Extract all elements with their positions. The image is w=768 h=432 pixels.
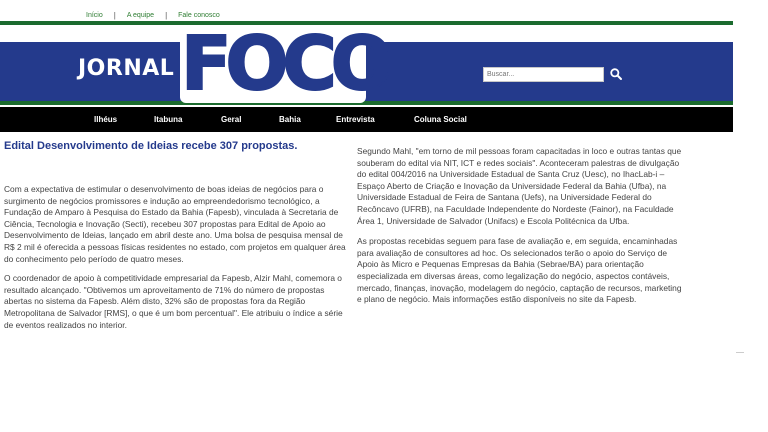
article-paragraph: As propostas recebidas seguem para fase de avaliação e, em seguida, encaminhadas para avaliação de consultores ad hoc. Os selecionados terão o apoio do Serviço de Apoio às Micro e Pequenas Empresas da Bahia (Sebrae/BA) para orientação especializada em diversas áreas, como legalização do negócio, aspectos contáveis, mercado, finanças, inovação, modelagem do negócio, captação de recursos, marketing e plano de negócio. Mais informações estão disponíveis no site da Fapesb. (357, 236, 682, 305)
nav-item-entrevista[interactable]: Entrevista (336, 115, 375, 124)
sidebar-divider (736, 352, 744, 353)
topnav-link-contato[interactable]: Fale conosco (178, 11, 220, 19)
search-icon[interactable] (609, 67, 623, 81)
main-nav (0, 107, 733, 132)
topnav-separator: | (113, 10, 116, 20)
article-column-right (357, 146, 685, 315)
logo-jornal-text[interactable]: JORNAL (78, 56, 175, 81)
article-paragraph: Com a expectativa de estimular o desenvolvimento de boas ideias de negócios para o surgimento de negócios promissores e indução ao empreendedorismo tecnológico, a Fundação de Amparo à Pesquisa do Estado da Bahia (Fapesb), vinculada à Secretaria de Ciência, Tecnologia e Inovação (Secti), recebeu 307 propostas para Edital de Apoio ao Desenvolvimento de Ideias, lançado em abril deste ano. Uma bolsa de pesquisa mensal de R$ 2 mil é oferecida a pessoas físicas residentes no estado, com projetos em qualquer área do conhecimento pelo período de quatro meses. (4, 184, 346, 264)
nav-item-bahia[interactable]: Bahia (279, 115, 301, 124)
logo-foco-text[interactable]: FOCO (181, 21, 388, 107)
nav-item-geral[interactable]: Geral (221, 115, 242, 124)
search-input[interactable] (483, 67, 604, 82)
topnav-link-equipe[interactable]: A equipe (126, 11, 155, 19)
nav-item-ilheus[interactable]: Ilhéus (94, 115, 118, 124)
topnav-link-inicio[interactable]: Início (86, 11, 103, 19)
article-paragraph: Segundo Mahl, "em torno de mil pessoas foram capacitadas in loco e outras tantas que souberam do edital via NIT, ICT e redes sociais". Aconteceram palestras de divulgação do edital 004/2016 na Universidade Estadual de Santa Cruz (Uesc), no IhacLab-i – Espaço Aberto de Criação e Inovação da Universidade Federal da Bahia (Ufba), na Universidade Estadual de Feira de Santana (Uefs), na Universidade Federal do Recôncavo (UFRB), na Faculdade Independente do Nordeste (Fainor), na Faculdade Área 1, Universidade de Salvador (Unifacs) e Escola Politécnica da Ufba. (357, 146, 682, 226)
topnav-separator: | (165, 10, 168, 20)
article-column-left (4, 184, 352, 337)
article-paragraph: O coordenador de apoio à competitividade empresarial da Fapesb, Alzir Mahl, comemora o resultado alcançado. "Obtivemos um aproveitamento de 71% do número de propostas abertas no sistema da Fapesb. Além disto, 32% são de propostas fora da Região Metropolitana de Salvador [RMS], o que é um bom percentual". Ele atribuiu o índice a série de eventos realizados no interior. (4, 273, 343, 330)
article-title: Edital Desenvolvimento de Ideias recebe 307 propostas. (4, 140, 298, 152)
nav-item-coluna-social[interactable]: Coluna Social (414, 115, 467, 124)
nav-item-itabuna[interactable]: Itabuna (154, 115, 183, 124)
